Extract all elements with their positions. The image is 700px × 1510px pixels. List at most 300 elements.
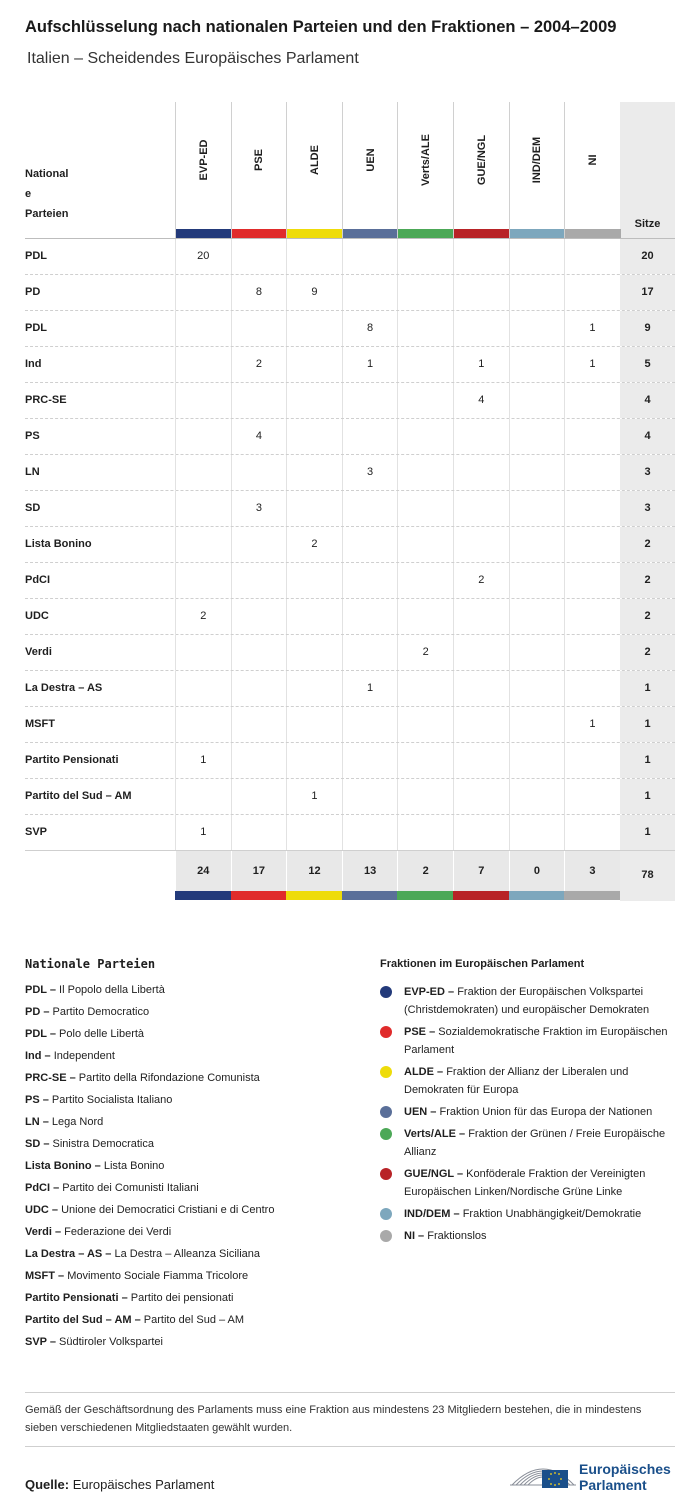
- group-column-header: [397, 102, 454, 238]
- group-column-header: [342, 102, 399, 238]
- seat-cell: [231, 743, 287, 778]
- seat-cell: [342, 707, 398, 742]
- group-column-header: [564, 102, 621, 238]
- group-legend-name: Fraktion der Allianz der Liberalen und Demokraten für Europa: [404, 1066, 629, 1096]
- table-row: [25, 562, 675, 598]
- seat-cell: [286, 815, 342, 850]
- national-party-code: PD: [25, 1006, 41, 1018]
- page-subtitle: Italien – Scheidendes Europäisches Parlament: [27, 50, 359, 67]
- table-row: [25, 778, 675, 814]
- column-total: 24: [175, 851, 231, 891]
- seat-cell: [453, 527, 509, 562]
- seat-cell: [286, 239, 342, 274]
- source-value: Europäisches Parlament: [72, 1477, 215, 1492]
- separator: –: [118, 1292, 131, 1304]
- group-color-bar: [565, 229, 621, 238]
- separator: –: [54, 1270, 68, 1282]
- national-party-name: Il Popolo della Libertà: [59, 984, 165, 996]
- seat-cell: [397, 491, 453, 526]
- seat-cell: [509, 815, 565, 850]
- seat-cell: [286, 347, 342, 382]
- seat-cell: [342, 743, 398, 778]
- column-total: 7: [453, 851, 509, 891]
- separator: –: [40, 1006, 53, 1018]
- national-parties-legend: [25, 983, 274, 1357]
- groups-legend: [380, 983, 680, 1249]
- seat-cell: [564, 743, 620, 778]
- seat-cell: 1: [564, 707, 620, 742]
- seat-cell: [231, 815, 287, 850]
- group-color-bar: [176, 229, 232, 238]
- seat-cell: [453, 779, 509, 814]
- party-name: PS: [25, 430, 40, 442]
- seat-cell: [564, 239, 620, 274]
- seat-cell: [564, 419, 620, 454]
- seat-cell: [342, 491, 398, 526]
- seat-cell: 9: [286, 275, 342, 310]
- national-party-name: La Destra – Alleanza Siciliana: [114, 1248, 261, 1260]
- seat-cell: [175, 635, 231, 670]
- national-party-name: Federazione dei Verdi: [64, 1226, 172, 1238]
- national-party-code: Partito del Sud – AM: [25, 1314, 132, 1326]
- national-party-code: Partito Pensionati: [25, 1292, 119, 1304]
- national-party-code: Verdi: [25, 1226, 52, 1238]
- group-color-dot-icon: [380, 1208, 392, 1220]
- group-code-label: ALDE: [308, 145, 321, 175]
- seat-cell: [342, 239, 398, 274]
- row-total: 2: [620, 635, 675, 670]
- row-header-label: National e Parteien: [25, 168, 69, 220]
- seat-cell: [509, 743, 565, 778]
- seat-cell: [564, 779, 620, 814]
- table-row: [25, 742, 675, 778]
- national-party-name: Partito Democratico: [52, 1006, 150, 1018]
- seat-cell: [231, 779, 287, 814]
- seat-cell: 4: [453, 383, 509, 418]
- group-code-label: NI: [586, 154, 599, 166]
- row-total: 3: [620, 455, 675, 490]
- table-row: [25, 490, 675, 526]
- national-party-name: Polo delle Libertà: [59, 1028, 145, 1040]
- seat-cell: [397, 239, 453, 274]
- seat-cell: [231, 383, 287, 418]
- group-color-bar: [232, 229, 288, 238]
- group-color-dot-icon: [380, 1106, 392, 1118]
- seat-cell: [286, 455, 342, 490]
- group-color-bar: [343, 229, 399, 238]
- group-color-bar: [342, 891, 398, 900]
- group-color-bar: [454, 229, 510, 238]
- group-color-bar: [453, 891, 509, 900]
- national-party-entry: [25, 1027, 274, 1049]
- party-name: SVP: [25, 826, 48, 838]
- national-party-code: PdCI: [25, 1182, 51, 1194]
- group-legend-name: Fraktion der Grünen / Freie Europäische Allianz: [404, 1128, 666, 1158]
- group-color-bar: [509, 891, 565, 900]
- group-color-bar: [287, 229, 343, 238]
- seat-cell: [453, 491, 509, 526]
- group-legend-name: Fraktion Union für das Europa der Nationen: [439, 1106, 653, 1118]
- national-party-name: Partito della Rifondazione Comunista: [78, 1072, 260, 1084]
- seat-cell: [397, 275, 453, 310]
- group-column-header: [509, 102, 566, 238]
- seat-cell: [397, 527, 453, 562]
- separator: –: [46, 984, 60, 996]
- seat-cell: [397, 707, 453, 742]
- seat-cell: [509, 527, 565, 562]
- party-name: PD: [25, 286, 41, 298]
- national-party-code: PDL: [25, 984, 47, 996]
- row-total: 17: [620, 275, 675, 310]
- separator: –: [39, 1116, 52, 1128]
- seat-cell: [175, 275, 231, 310]
- party-name: PDL: [25, 322, 47, 334]
- page-title: Aufschlüsselung nach nationalen Parteien und den Fraktionen – 2004–2009: [25, 18, 617, 36]
- seat-cell: [453, 455, 509, 490]
- separator: –: [427, 1106, 440, 1118]
- seat-cell: [509, 419, 565, 454]
- separator: –: [40, 1138, 53, 1150]
- seat-cell: [231, 527, 287, 562]
- seat-cell: [175, 527, 231, 562]
- group-legend-entry: [380, 1023, 680, 1059]
- national-party-name: Lega Nord: [51, 1116, 104, 1128]
- national-party-code: PS: [25, 1094, 40, 1106]
- seat-cell: [564, 563, 620, 598]
- group-legend-code: UEN: [404, 1106, 428, 1118]
- group-legend-entry: [380, 1103, 680, 1121]
- table-row: [25, 418, 675, 454]
- seat-cell: 1: [453, 347, 509, 382]
- row-total: 20: [620, 239, 675, 274]
- row-total: 1: [620, 815, 675, 850]
- seat-cell: [286, 563, 342, 598]
- seat-cell: [453, 275, 509, 310]
- seat-cell: [397, 815, 453, 850]
- seat-cell: [397, 347, 453, 382]
- seat-cell: [564, 383, 620, 418]
- seat-cell: [453, 743, 509, 778]
- seat-cell: 1: [564, 347, 620, 382]
- national-party-code: PDL: [25, 1028, 47, 1040]
- row-total: 1: [620, 671, 675, 706]
- seat-cell: [342, 275, 398, 310]
- seat-cell: [397, 311, 453, 346]
- national-party-code: PRC-SE: [25, 1072, 67, 1084]
- source: [25, 1477, 214, 1492]
- seat-cell: [231, 455, 287, 490]
- separator: –: [39, 1094, 52, 1106]
- group-color-bar: [398, 229, 454, 238]
- row-total: 1: [620, 743, 675, 778]
- seat-cell: [286, 491, 342, 526]
- separator: –: [415, 1230, 428, 1242]
- group-legend-code: PSE: [404, 1026, 427, 1038]
- national-party-entry: [25, 1115, 274, 1137]
- group-column-header: [231, 102, 288, 238]
- source-label: Quelle:: [25, 1477, 70, 1492]
- row-total: 5: [620, 347, 675, 382]
- seat-cell: 1: [175, 743, 231, 778]
- national-party-code: LN: [25, 1116, 40, 1128]
- national-party-code: Ind: [25, 1050, 42, 1062]
- seat-cell: [175, 383, 231, 418]
- party-name: Lista Bonino: [25, 538, 92, 550]
- separator: –: [455, 1128, 469, 1140]
- party-name: Ind: [25, 358, 42, 370]
- group-code-label: EVP-ED: [197, 139, 210, 181]
- seat-cell: [397, 419, 453, 454]
- seat-cell: [286, 671, 342, 706]
- seat-cell: [453, 239, 509, 274]
- national-party-entry: [25, 1247, 274, 1269]
- group-color-dot-icon: [380, 1066, 392, 1078]
- seat-cell: 2: [397, 635, 453, 670]
- table-row: [25, 274, 675, 310]
- seat-cell: [175, 671, 231, 706]
- table-row: [25, 310, 675, 346]
- group-legend-entry: [380, 1227, 680, 1245]
- group-column-header: [286, 102, 343, 238]
- seat-cell: [342, 527, 398, 562]
- national-party-name: Unione dei Democratici Cristiani e di Centro: [61, 1204, 275, 1216]
- seat-table: [25, 102, 675, 901]
- seat-cell: [509, 779, 565, 814]
- seat-cell: [342, 635, 398, 670]
- seat-cell: [453, 707, 509, 742]
- table-row: [25, 634, 675, 670]
- group-legend-code: ALDE: [404, 1066, 434, 1078]
- national-party-name: Lista Bonino: [103, 1160, 165, 1172]
- row-total: 2: [620, 599, 675, 634]
- seat-cell: [175, 779, 231, 814]
- sum-row: [25, 850, 675, 901]
- national-party-name: Partito Socialista Italiano: [51, 1094, 173, 1106]
- table-row: [25, 454, 675, 490]
- grand-total: 78: [620, 851, 675, 901]
- party-name: Verdi: [25, 646, 52, 658]
- column-total: 12: [286, 851, 342, 891]
- group-color-bar: [564, 891, 620, 900]
- separator: –: [450, 1208, 463, 1220]
- group-column-header: [175, 102, 232, 238]
- separator: –: [102, 1248, 115, 1260]
- row-total: 4: [620, 383, 675, 418]
- seat-cell: [453, 311, 509, 346]
- separator: –: [66, 1072, 79, 1084]
- seat-cell: 2: [453, 563, 509, 598]
- seat-cell: 2: [286, 527, 342, 562]
- table-header: [25, 102, 675, 238]
- row-total: 4: [620, 419, 675, 454]
- group-code-label: PSE: [253, 148, 266, 172]
- group-code-label: UEN: [364, 148, 377, 172]
- seat-cell: [453, 419, 509, 454]
- column-total: 17: [231, 851, 287, 891]
- separator: –: [426, 1026, 439, 1038]
- group-color-dot-icon: [380, 1230, 392, 1242]
- national-party-entry: [25, 1313, 274, 1335]
- seat-cell: [453, 671, 509, 706]
- total-column-header: Sitze: [620, 102, 675, 238]
- party-name: LN: [25, 466, 40, 478]
- group-legend-entry: [380, 1165, 680, 1201]
- seat-cell: [397, 563, 453, 598]
- seat-cell: [342, 779, 398, 814]
- national-party-entry: [25, 1159, 274, 1181]
- group-color-bar: [286, 891, 342, 900]
- seat-cell: [453, 635, 509, 670]
- row-total: 9: [620, 311, 675, 346]
- row-total: 3: [620, 491, 675, 526]
- national-parties-title: Nationale Parteien: [25, 957, 156, 971]
- party-name: SD: [25, 502, 41, 514]
- seat-cell: [286, 311, 342, 346]
- national-party-name: Partito dei pensionati: [130, 1292, 234, 1304]
- national-party-code: SD: [25, 1138, 41, 1150]
- seat-cell: [175, 419, 231, 454]
- group-legend-code: IND/DEM: [404, 1208, 451, 1220]
- separator: –: [91, 1160, 104, 1172]
- column-total: 0: [509, 851, 565, 891]
- separator: –: [48, 1204, 62, 1216]
- table-row: [25, 706, 675, 742]
- group-color-bar: [397, 891, 453, 900]
- seat-cell: [286, 707, 342, 742]
- column-total: 3: [564, 851, 620, 891]
- national-party-entry: [25, 1137, 274, 1159]
- table-row: [25, 814, 675, 850]
- national-party-entry: [25, 1049, 274, 1071]
- row-total: 2: [620, 527, 675, 562]
- seat-cell: [509, 635, 565, 670]
- seat-cell: 3: [342, 455, 398, 490]
- party-name: MSFT: [25, 718, 55, 730]
- table-row: [25, 598, 675, 634]
- group-legend-entry: [380, 1063, 680, 1099]
- seat-cell: [509, 275, 565, 310]
- group-legend-name: Fraktion der Europäischen Volkspartei (Christdemokraten) und europäischer Demokraten: [404, 986, 650, 1016]
- national-party-entry: [25, 1005, 274, 1027]
- seat-cell: [175, 491, 231, 526]
- national-party-code: UDC: [25, 1204, 49, 1216]
- table-row: [25, 238, 675, 274]
- group-legend-name: Sozialdemokratische Fraktion im Europäischen Parlament: [404, 1026, 668, 1056]
- seat-cell: [509, 383, 565, 418]
- seat-cell: 1: [564, 311, 620, 346]
- seat-cell: [286, 635, 342, 670]
- separator: –: [444, 986, 458, 998]
- seat-cell: [397, 743, 453, 778]
- national-party-code: SVP: [25, 1336, 47, 1348]
- table-row: [25, 670, 675, 706]
- seat-cell: [175, 563, 231, 598]
- seat-cell: [397, 383, 453, 418]
- seat-cell: 2: [231, 347, 287, 382]
- group-legend-entry: [380, 983, 680, 1019]
- seat-cell: [342, 383, 398, 418]
- group-color-dot-icon: [380, 1168, 392, 1180]
- seat-cell: [175, 707, 231, 742]
- seat-cell: [342, 815, 398, 850]
- national-party-code: Lista Bonino: [25, 1160, 92, 1172]
- group-legend-code: EVP-ED: [404, 986, 445, 998]
- seat-cell: [397, 599, 453, 634]
- national-party-name: Südtiroler Volkspartei: [59, 1336, 163, 1348]
- seat-cell: [564, 815, 620, 850]
- seat-cell: 8: [342, 311, 398, 346]
- group-legend-name: Konföderale Fraktion der Vereinigten Europäischen Linken/Nordische Grüne Linke: [404, 1168, 646, 1198]
- seat-cell: [509, 311, 565, 346]
- seat-cell: [564, 671, 620, 706]
- seat-cell: 4: [231, 419, 287, 454]
- group-color-dot-icon: [380, 1128, 392, 1140]
- seat-cell: [509, 347, 565, 382]
- national-party-entry: [25, 1093, 274, 1115]
- separator: –: [50, 1182, 63, 1194]
- national-party-code: La Destra – AS: [25, 1248, 103, 1260]
- groups-legend-title: Fraktionen im Europäischen Parlament: [380, 958, 585, 970]
- seat-cell: [231, 239, 287, 274]
- seat-cell: [564, 491, 620, 526]
- group-legend-code: GUE/NGL: [404, 1168, 454, 1180]
- seat-cell: [564, 455, 620, 490]
- column-total: 13: [342, 851, 398, 891]
- seat-cell: [564, 527, 620, 562]
- seat-cell: 1: [286, 779, 342, 814]
- national-party-code: MSFT: [25, 1270, 55, 1282]
- seat-cell: [175, 311, 231, 346]
- seat-cell: [231, 635, 287, 670]
- national-party-name: Sinistra Democratica: [52, 1138, 154, 1150]
- row-total: 2: [620, 563, 675, 598]
- seat-cell: [453, 599, 509, 634]
- seat-cell: [231, 563, 287, 598]
- seat-cell: [286, 383, 342, 418]
- separator: –: [41, 1050, 54, 1062]
- seat-cell: [397, 455, 453, 490]
- separator: –: [433, 1066, 447, 1078]
- national-party-entry: [25, 1181, 274, 1203]
- group-code-label: Verts/ALE: [420, 134, 433, 186]
- seat-cell: [509, 455, 565, 490]
- seat-cell: [509, 671, 565, 706]
- separator: –: [51, 1226, 65, 1238]
- national-party-entry: [25, 1203, 274, 1225]
- footnote: Gemäß der Geschäftsordnung des Parlaments muss eine Fraktion aus mindestens 23 Mitgliedern bestehen, die in mindestens sieben verschiedenen Mitgliedstaaten gewählt wurden.: [25, 1392, 675, 1447]
- row-total: 1: [620, 707, 675, 742]
- party-name: PDL: [25, 250, 47, 262]
- seat-cell: 2: [175, 599, 231, 634]
- seat-cell: [564, 599, 620, 634]
- separator: –: [131, 1314, 144, 1326]
- separator: –: [46, 1336, 60, 1348]
- group-legend-name: Fraktionslos: [427, 1230, 487, 1242]
- seat-cell: [509, 239, 565, 274]
- seat-cell: [175, 347, 231, 382]
- table-body: [25, 238, 675, 850]
- national-party-name: Partito del Sud – AM: [143, 1314, 245, 1326]
- seat-cell: [397, 671, 453, 706]
- group-color-bar: [175, 891, 231, 900]
- group-code-label: GUE/NGL: [475, 134, 488, 186]
- group-legend-entry: [380, 1125, 680, 1161]
- logo-text: Europäisches Parlament: [579, 1461, 671, 1493]
- group-legend-code: Verts/ALE: [404, 1128, 456, 1140]
- seat-cell: [231, 671, 287, 706]
- table-row: [25, 382, 675, 418]
- separator: –: [46, 1028, 60, 1040]
